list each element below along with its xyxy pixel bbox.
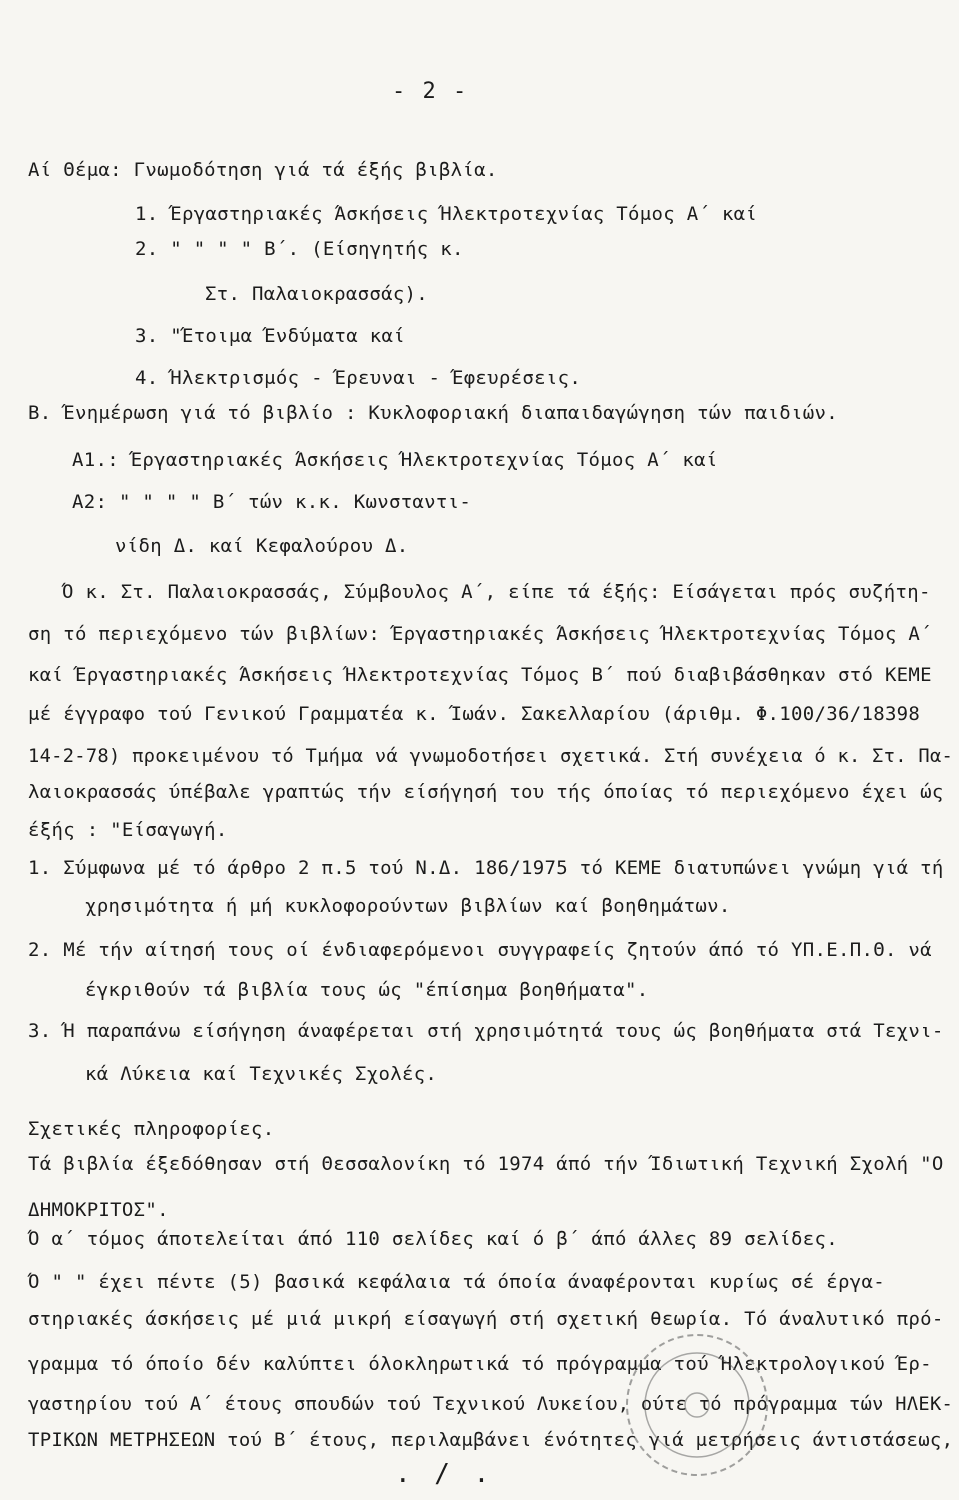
- text-line: Ό " " έχει πέντε (5) βασικά κεφάλαια τά όποία άναφέρονται κυρίως σέ έργα-: [28, 1271, 885, 1293]
- text-line: νίδη Δ. καί Κεφαλούρου Δ.: [115, 535, 409, 557]
- text-line: χρησιμότητα ή μή κυκλοφορούντων βιβλίων καί βοηθημάτων.: [85, 895, 731, 917]
- text-line: Ό α΄ τόμος άποτελείται άπό 110 σελίδες καί ό β΄ άπό άλλες 89 σελίδες.: [28, 1228, 838, 1250]
- text-line: Τά βιβλία έξεδόθησαν στή Θεσσαλονίκη τό 1974 άπό τήν Ίδιωτική Τεχνική Σχολή "Ο: [28, 1153, 944, 1175]
- text-line: Στ. Παλαιοκρασσάς).: [205, 283, 429, 305]
- round-seal-icon: [612, 1330, 782, 1484]
- text-line: Α1.: Έργαστηριακές Άσκήσεις Ήλεκτροτεχνίας Τόμος Α΄ καί: [72, 449, 718, 471]
- text-line: Β. Ένημέρωση γιά τό βιβλίο : Κυκλοφοριακή διαπαιδαγώγηση τών παιδιών.: [28, 402, 838, 424]
- text-line: έγκριθούν τά βιβλία τους ώς "έπίσημα βοηθήματα".: [85, 979, 649, 1001]
- text-line: 1. Έργαστηριακές Άσκήσεις Ήλεκτροτεχνίας Τόμος Α΄ καί: [135, 203, 758, 225]
- text-line: στηριακές άσκήσεις μέ μιά μικρή είσαγωγή στή σχετική θεωρία. Τό άναλυτικό πρό-: [28, 1308, 944, 1330]
- text-line: Α2: " " " " Β΄ τών κ.κ. Κωνσταντι-: [72, 491, 472, 513]
- text-line: λαιοκρασσάς ύπέβαλε γραπτώς τήν είσήγησή του τής όποίας τό περιεχόμενο έχει ώς: [28, 781, 944, 803]
- text-line: Σχετικές πληροφορίες.: [28, 1118, 275, 1140]
- text-line: γαστηρίου τού Α΄ έτους σπουδών τού Τεχνικού Λυκείου, ούτε τό πρόγραμμα τών ΗΛΕΚ-: [28, 1393, 954, 1415]
- text-line: 2. Μέ τήν αίτησή τους οί ένδιαφερόμενοι συγγραφείς ζητούν άπό τό ΥΠ.Ε.Π.Θ. νά: [28, 939, 932, 961]
- text-line: Αί Θέμα: Γνωμοδότηση γιά τά έξής βιβλία.: [28, 159, 498, 181]
- text-line: ση τό περιεχόμενο τών βιβλίων: Έργαστηριακές Άσκήσεις Ήλεκτροτεχνίας Τόμος Α΄: [28, 623, 932, 645]
- text-line: μέ έγγραφο τού Γενικού Γραμματέα κ. Ίωάν. Σακελλαρίου (άριθμ. Φ.100/36/18398: [28, 703, 921, 725]
- text-line: 2. " " " " Β΄. (Είσηγητής κ.: [135, 238, 464, 260]
- text-line: ΔΗΜΟΚΡΙΤΟΣ".: [28, 1199, 169, 1221]
- text-line: 4. Ήλεκτρισμός - Έρευναι - Έφευρέσεις.: [135, 367, 582, 389]
- text-line: καί Έργαστηριακές Άσκήσεις Ήλεκτροτεχνίας Τόμος Β΄ πού διαβιβάσθηκαν στό ΚΕΜΕ: [28, 664, 932, 686]
- text-line: ΤΡΙΚΩΝ ΜΕΤΡΗΣΕΩΝ τού Β΄ έτους, περιλαμβάνει ένότητες γιά μετρήσεις άντιστάσεως,: [28, 1429, 954, 1451]
- text-line: 3. Ή παραπάνω είσήγηση άναφέρεται στή χρησιμότητά τους ώς βοηθήματα στά Τεχνι-: [28, 1020, 944, 1042]
- text-line: Ό κ. Στ. Παλαιοκρασσάς, Σύμβουλος Α΄, είπε τά έξής: Είσάγεται πρός συζήτη-: [62, 581, 931, 603]
- text-line: 1. Σύμφωνα μέ τό άρθρο 2 π.5 τού Ν.Δ. 186/1975 τό ΚΕΜΕ διατυπώνει γνώμη γιά τή: [28, 857, 944, 879]
- page-number: - 2 -: [392, 79, 469, 104]
- text-line: κά Λύκεια καί Τεχνικές Σχολές.: [85, 1063, 438, 1085]
- text-line: γραμμα τό όποίο δέν καλύπτει όλοκληρωτικά τό πρόγραμμα τού Ήλεκτρολογικού Έρ-: [28, 1353, 932, 1375]
- text-line: έξής : "Είσαγωγή.: [28, 819, 228, 841]
- footer-marks: . / .: [395, 1459, 494, 1489]
- text-line: 14-2-78) προκειμένου τό Τμήμα νά γνωμοδοτήσει σχετικά. Στή συνέχεια ό κ. Στ. Πα-: [28, 745, 954, 767]
- text-line: 3. "Έτοιμα Ένδύματα καί: [135, 325, 405, 347]
